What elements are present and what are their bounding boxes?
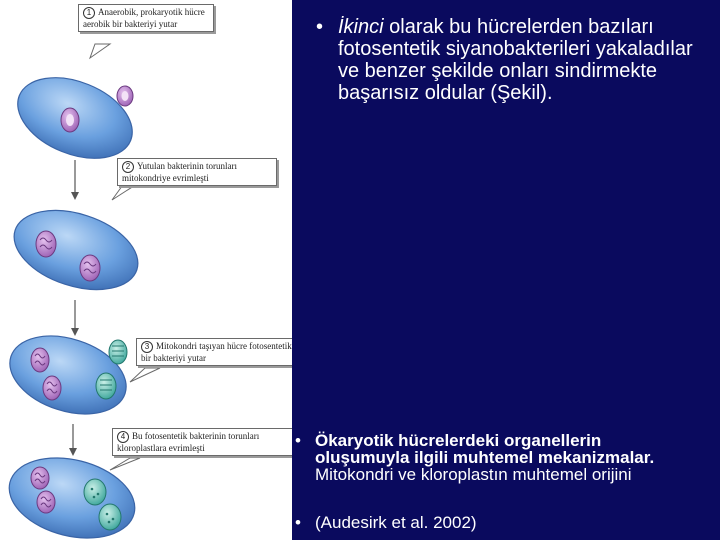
bullet-2-text: Mitokondri ve kloroplastın muhtemel orijini xyxy=(315,465,632,484)
bullet-1-italic: İkinci xyxy=(338,16,384,38)
arrow-2 xyxy=(71,300,79,336)
free-bacterium xyxy=(117,86,133,106)
bullet-3-marker: • xyxy=(295,513,301,532)
bullet-1 xyxy=(316,16,708,104)
step-3-number: 3 xyxy=(141,341,153,353)
bullet-3-text: (Audesirk et al. 2002) xyxy=(315,513,477,532)
engulfed-photosynthetic-bacterium xyxy=(96,373,116,399)
step-3-callout xyxy=(136,338,292,366)
cell-2 xyxy=(4,196,148,304)
evolution-figure xyxy=(0,0,292,540)
step-2-number: 2 xyxy=(122,161,134,173)
step-2-callout xyxy=(117,158,277,186)
step-2-text: Yutulan bakterinin torunları mitokondriye evrimleşti xyxy=(122,161,237,183)
bullet-2-marker: • xyxy=(295,431,301,450)
step-1-number: 1 xyxy=(83,7,95,19)
bullet-3 xyxy=(295,513,695,533)
step-3-text: Mitokondri taşıyan hücre fotosentetik bir bakteriyi yutar xyxy=(141,341,292,363)
bullet-1-text: olarak bu hücrelerden bazıları fotosentetik siyanobakterileri yakaladılar ve benzer şekilde onları sindirmekte başarısız oldular (Şekil). xyxy=(338,16,693,104)
figure-drawing xyxy=(0,0,292,540)
step-4-callout xyxy=(112,428,292,456)
arrow-1 xyxy=(71,160,79,200)
arrow-3 xyxy=(69,424,77,456)
cell-3 xyxy=(0,322,136,428)
step-4-text: Bu fotosentetik bakterinin torunları kloroplastlara evrimleşti xyxy=(117,431,260,453)
bullet-1-marker: • xyxy=(316,16,324,38)
bullet-2 xyxy=(295,431,695,484)
cell-4 xyxy=(1,446,144,540)
bullet-2-bold: Ökaryotik hücrelerdeki organellerin oluşumuyla ilgili muhtemel mekanizmalar. xyxy=(315,431,655,467)
step-1-callout xyxy=(78,4,214,32)
step-4-number: 4 xyxy=(117,431,129,443)
free-photosynthetic-bacterium xyxy=(109,340,127,364)
step-1-text: Anaerobik, prokaryotik hücre aerobik bir bakteriyi yutar xyxy=(83,7,205,29)
